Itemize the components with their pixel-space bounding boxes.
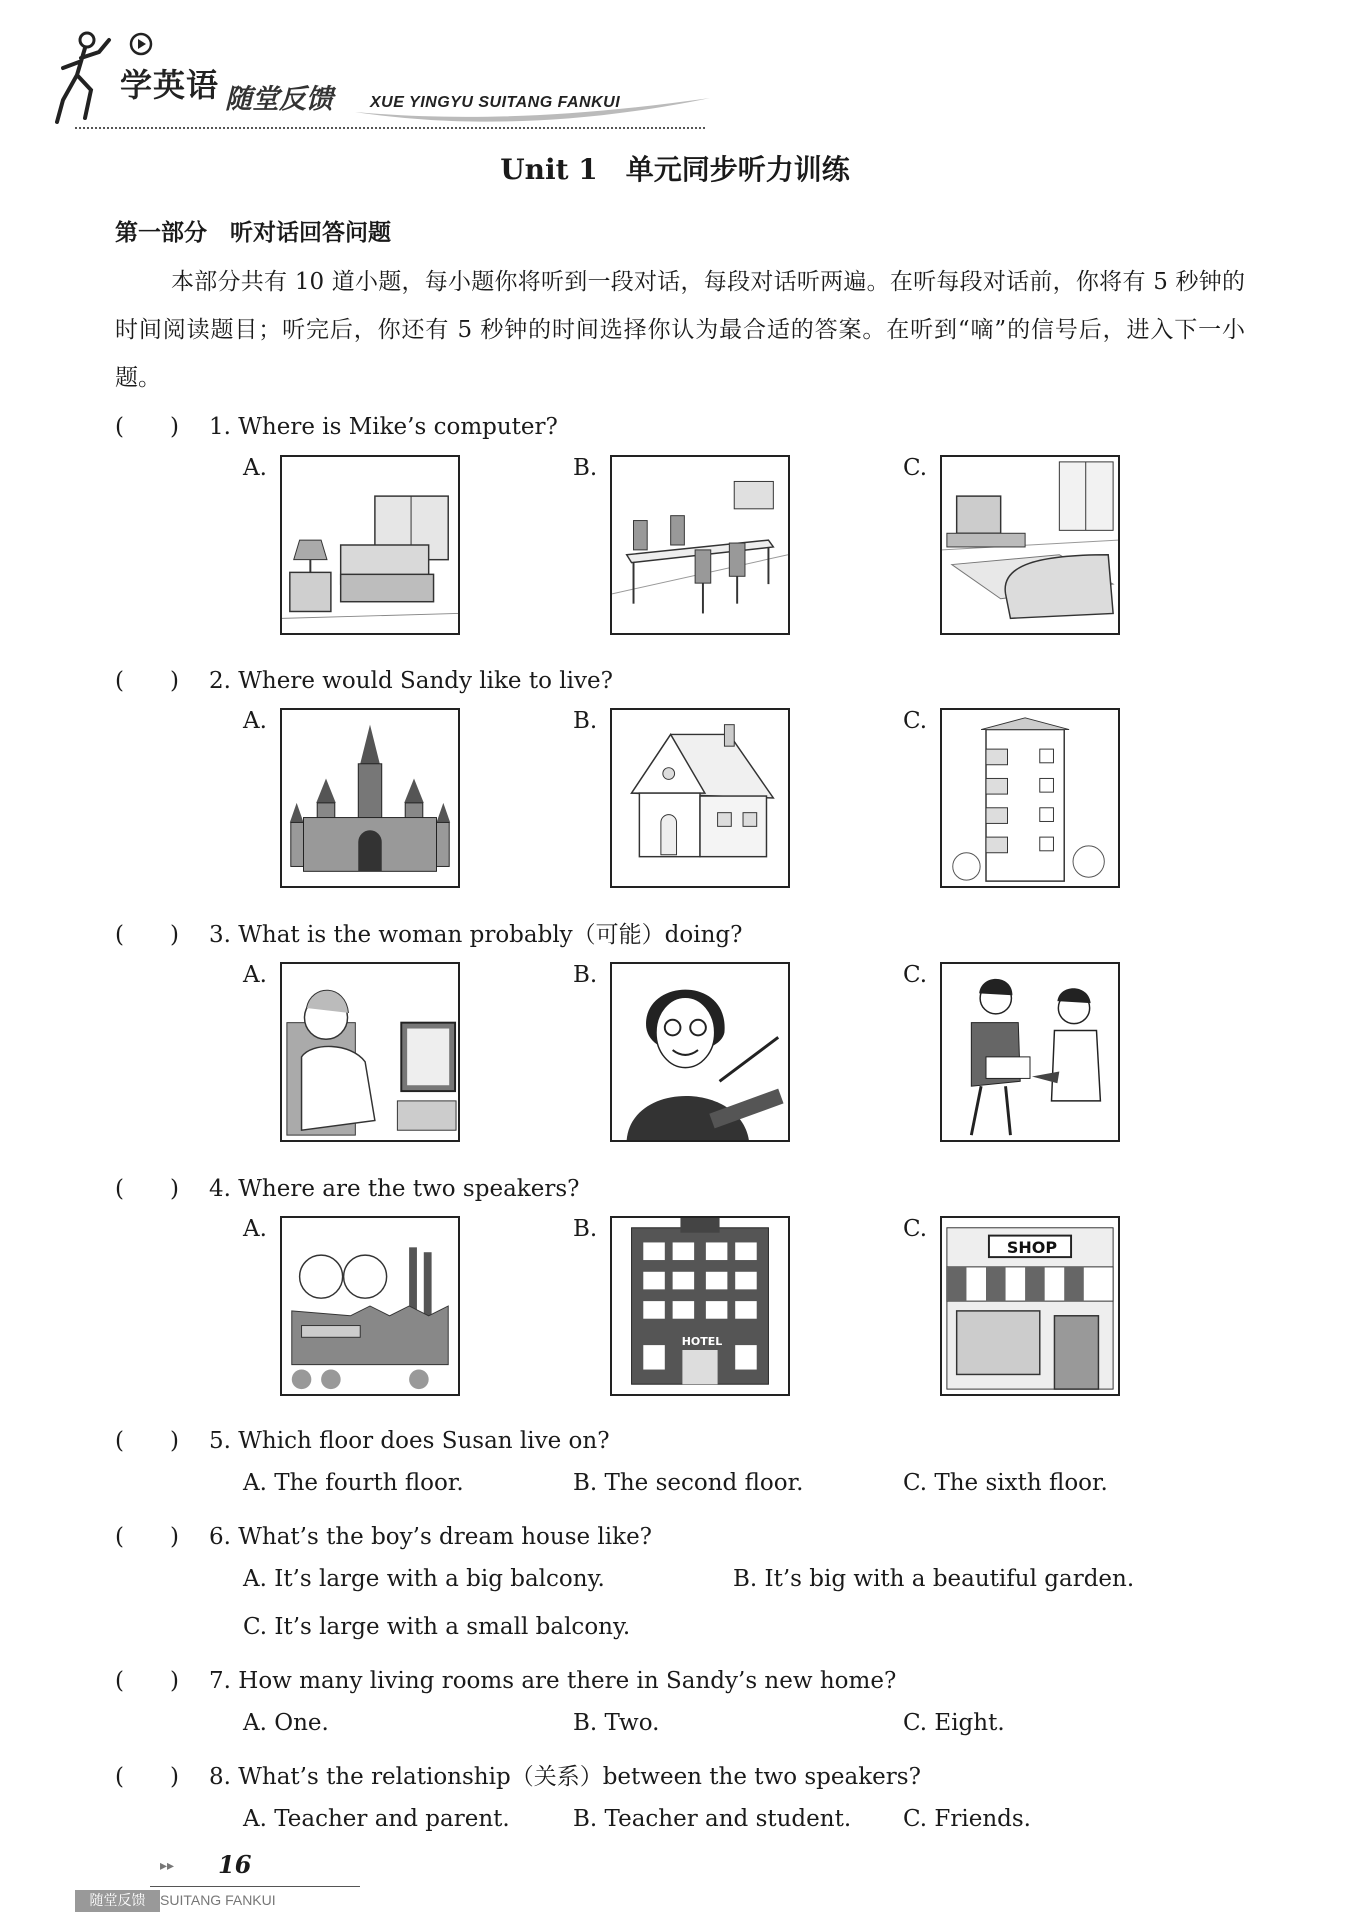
option-b[interactable]: B. Two.: [573, 1710, 660, 1736]
question-text: 3. What is the woman probably（可能）doing?: [209, 922, 743, 948]
option-b[interactable]: B. It’s big with a beautiful garden.: [733, 1566, 1135, 1592]
option-label-a: A.: [243, 962, 267, 988]
option-label-c: C.: [903, 962, 928, 988]
question-2: [115, 662, 613, 695]
answer-blank[interactable]: ( ): [115, 668, 179, 694]
option-c[interactable]: C. Eight.: [903, 1710, 1005, 1736]
option-c-living-room-image[interactable]: [940, 455, 1120, 635]
shop-sign: SHOP: [1006, 1238, 1058, 1257]
option-a[interactable]: A. One.: [243, 1710, 329, 1736]
option-label-b: B.: [573, 962, 598, 988]
option-label-b: B.: [573, 1216, 598, 1242]
double-arrow-icon: ▸▸: [160, 1858, 175, 1874]
section-instructions: 本部分共有 10 道小题，每小题你将听到一段对话，每段对话听两遍。在听每段对话前，你将有 5 秒钟的时间阅读题目；听完后，你还有 5 秒钟的时间选择你认为最合适的答案。在听到“嘀”的信号后，进入下一小题。: [115, 269, 1245, 391]
page-number: 16: [218, 1850, 252, 1879]
option-a-castle-image[interactable]: [280, 708, 460, 888]
play-icon: [129, 32, 153, 56]
brand-title: 学英语: [120, 66, 220, 104]
question-text: 7. How many living rooms are there in Sandy’s new home?: [209, 1668, 897, 1694]
option-label-c: C.: [903, 1216, 928, 1242]
answer-blank[interactable]: ( ): [115, 1668, 179, 1694]
option-a-watching-tv-image[interactable]: [280, 962, 460, 1142]
option-b-hotel-image[interactable]: [610, 1216, 790, 1396]
option-label-a: A.: [243, 455, 267, 481]
option-c-shopping-image[interactable]: [940, 962, 1120, 1142]
option-a[interactable]: A. Teacher and parent.: [243, 1806, 510, 1832]
runner-logo-icon: [55, 30, 115, 125]
option-b[interactable]: B. Teacher and student.: [573, 1806, 852, 1832]
answer-blank[interactable]: ( ): [115, 1428, 179, 1454]
option-label-c: C.: [903, 455, 928, 481]
question-text: 5. Which floor does Susan live on?: [209, 1428, 610, 1454]
question-text: 8. What’s the relationship（关系）between the two speakers?: [209, 1764, 921, 1790]
teacher-picture-icon: [612, 964, 788, 1140]
factory-picture-icon: [282, 1218, 458, 1394]
question-text: 2. Where would Sandy like to live?: [209, 668, 613, 694]
dining-room-picture-icon: [612, 457, 788, 633]
section-title: 第一部分 听对话回答问题: [115, 220, 391, 246]
option-b[interactable]: B. The second floor.: [573, 1470, 804, 1496]
answer-blank[interactable]: ( ): [115, 1764, 179, 1790]
question-5: [115, 1422, 610, 1455]
shopping-picture-icon: [942, 964, 1118, 1140]
question-text: 1. Where is Mike’s computer?: [209, 414, 558, 440]
question-text: 4. Where are the two speakers?: [209, 1176, 580, 1202]
footer-divider: [150, 1886, 360, 1887]
footer-tag: 随堂反馈: [75, 1890, 160, 1912]
answer-blank[interactable]: ( ): [115, 1524, 179, 1550]
option-label-c: C.: [903, 708, 928, 734]
option-a-factory-image[interactable]: [280, 1216, 460, 1396]
hotel-sign: HOTEL: [681, 1335, 723, 1348]
option-a-bedroom-image[interactable]: [280, 455, 460, 635]
option-c[interactable]: C. Friends.: [903, 1806, 1031, 1832]
answer-blank[interactable]: ( ): [115, 414, 179, 440]
hotel-picture-icon: [612, 1218, 788, 1394]
question-7: [115, 1662, 896, 1695]
option-c-shop-image[interactable]: [940, 1216, 1120, 1396]
option-label-b: B.: [573, 455, 598, 481]
option-a[interactable]: A. It’s large with a big balcony.: [243, 1566, 605, 1592]
brand-subtitle: 随堂反馈: [225, 84, 333, 115]
apartment-building-picture-icon: [942, 710, 1118, 886]
option-b-cottage-image[interactable]: [610, 708, 790, 888]
question-3: [115, 916, 742, 949]
header-divider: [75, 127, 705, 129]
option-c[interactable]: C. The sixth floor.: [903, 1470, 1108, 1496]
cottage-picture-icon: [612, 710, 788, 886]
footer-tag-sub: SUITANG FANKUI: [160, 1892, 276, 1908]
option-label-a: A.: [243, 708, 267, 734]
castle-picture-icon: [282, 710, 458, 886]
watching-tv-picture-icon: [282, 964, 458, 1140]
page-footer: [75, 1850, 295, 1910]
option-label-a: A.: [243, 1216, 267, 1242]
question-text: 6. What’s the boy’s dream house like?: [209, 1524, 653, 1550]
question-6: [115, 1518, 652, 1551]
answer-blank[interactable]: ( ): [115, 1176, 179, 1202]
question-4: [115, 1170, 579, 1203]
option-a[interactable]: A. The fourth floor.: [243, 1470, 464, 1496]
living-room-picture-icon: [942, 457, 1118, 633]
bedroom-picture-icon: [282, 457, 458, 633]
option-c[interactable]: C. It’s large with a small balcony.: [243, 1614, 631, 1640]
brand-pinyin: XUE YINGYU SUITANG FANKUI: [370, 94, 621, 111]
option-c-apartment-image[interactable]: [940, 708, 1120, 888]
answer-blank[interactable]: ( ): [115, 922, 179, 948]
unit-title: Unit 1 单元同步听力训练: [500, 153, 850, 186]
question-8: [115, 1758, 921, 1791]
option-label-b: B.: [573, 708, 598, 734]
option-b-teacher-image[interactable]: [610, 962, 790, 1142]
page-header: [55, 22, 655, 127]
question-1: [115, 408, 558, 441]
option-b-dining-room-image[interactable]: [610, 455, 790, 635]
